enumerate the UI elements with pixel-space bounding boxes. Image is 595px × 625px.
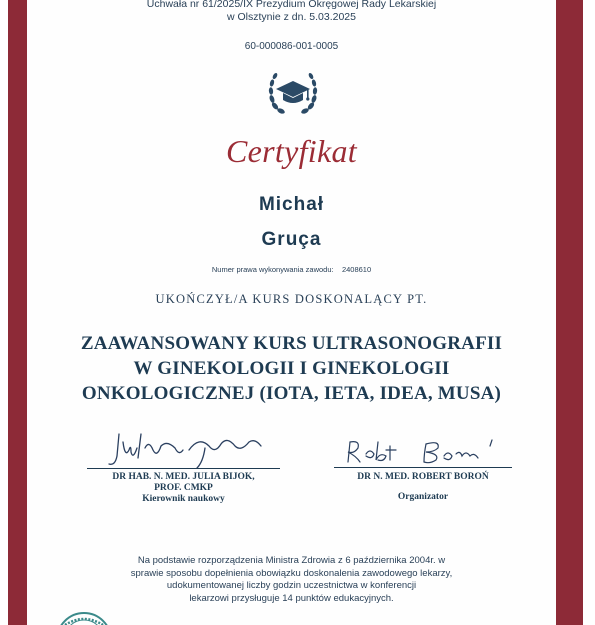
signatory-1-name-line-2: PROF. CMKP xyxy=(154,483,213,493)
signatory-1-role: Kierownik naukowy xyxy=(142,494,225,504)
license-label: Numer prawa wykonywania zawodu: xyxy=(211,265,334,274)
legal-footer xyxy=(27,555,556,605)
right-border xyxy=(556,0,583,625)
signature-line-2 xyxy=(334,467,512,468)
license-value: 2408610 xyxy=(341,265,372,274)
graduation-cap-laurel-icon xyxy=(266,70,320,118)
recipient-last-name: Gruça xyxy=(261,229,322,250)
footer-line-1: Na podstawie rozporządzenia Ministra Zdrowia z 6 października 2004r. w xyxy=(137,555,446,566)
signature-line-1 xyxy=(87,468,280,469)
footer-line-4: lekarzowi przysługuje 14 punktów edukacyjnych. xyxy=(189,592,394,604)
resolution-line-1: Uchwała nr 61/2025/IX Prezydium Okręgowej Rady Lekarskiej xyxy=(146,0,437,10)
signatory-2-name: DR N. MED. ROBERT BOROŃ xyxy=(357,472,489,482)
completion-text: UKOŃCZYŁ/A KURS DOSKONALĄCY PT. xyxy=(155,292,428,306)
course-title xyxy=(27,331,556,406)
footer-line-3: udokumentowanej liczby godzin uczestnictwa w konferencji xyxy=(166,580,417,591)
left-border xyxy=(8,0,27,625)
signature-organizer xyxy=(340,434,510,468)
society-seal xyxy=(55,611,113,625)
resolution-line-2: w Olsztynie z dn. 5.03.2025 xyxy=(227,10,356,23)
footer-line-2: sprawie sposobu dopełnienia obowiązku doskonalenia zawodowego lekarzy, xyxy=(130,567,453,579)
course-title-line-3: ONKOLOGICZNEJ (IOTA, IETA, IDEA, MUSA) xyxy=(81,383,502,404)
course-title-line-1: ZAAWANSOWANY KURS ULTRASONOGRAFII xyxy=(80,333,503,354)
signatory-1-name xyxy=(87,472,280,494)
course-title-line-2: W GINEKOLOGII I GINEKOLOGII xyxy=(133,358,450,379)
resolution-header xyxy=(27,0,556,23)
license-number xyxy=(27,265,556,274)
certificate-title: Certyfikat xyxy=(226,133,357,169)
signature-scientific-director xyxy=(105,428,275,472)
recipient-first-name: Michał xyxy=(258,194,325,215)
signatory-1-name-line-1: DR HAB. N. MED. JULIA BIJOK, xyxy=(112,472,255,482)
certificate-number: 60-000086-001-0005 xyxy=(244,41,339,52)
signatory-2-role: Organizator xyxy=(397,492,449,502)
